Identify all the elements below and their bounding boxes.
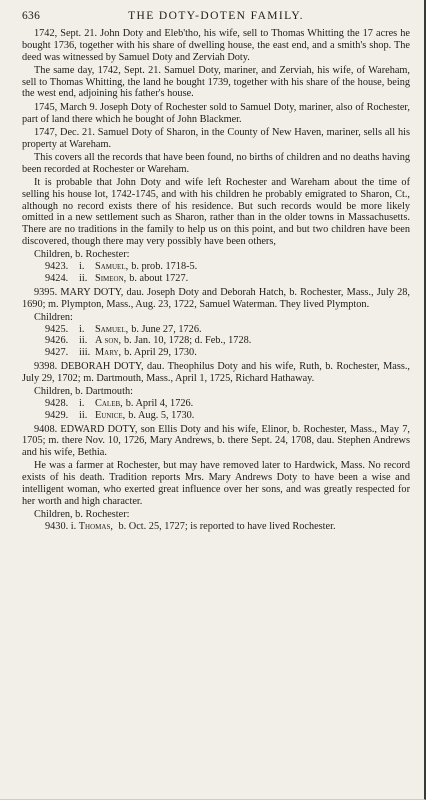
child-number: 9430.	[45, 520, 69, 532]
child-name: A son,	[95, 335, 122, 347]
children-label: Children, b. Rochester:	[34, 249, 130, 261]
child-detail: b. about 1727.	[129, 272, 189, 284]
child-number: 9425.	[45, 323, 69, 335]
page-header	[22, 10, 410, 26]
paragraph: 1742, Sept. 21. John Doty and Eleb'tho, his wife, sell to Thomas Whitting the 17 acres he bought 1736, together with his share of dwelling house, the east end, and a smith's shop. The deed was witnessed by Samuel Doty and Zerviah Doty.	[22, 28, 410, 63]
child-ordinal: ii.	[79, 335, 88, 347]
child-detail: b. June 27, 1726.	[131, 323, 202, 335]
child-detail: b. prob. 1718-5.	[131, 261, 198, 273]
children-list	[22, 249, 410, 284]
child-row	[22, 273, 410, 285]
child-ordinal: iii.	[79, 347, 91, 359]
child-name: Samuel,	[95, 323, 129, 335]
paragraph: This covers all the records that have been found, no births of children and no deaths having been recorded at Rochester or Wareham.	[22, 151, 411, 175]
children-label: Children:	[34, 311, 73, 323]
child-detail: b. Oct. 25, 1727; is reported to have lived Rochester.	[118, 520, 336, 532]
page-number: 636	[22, 10, 41, 22]
child-number: 9428.	[45, 397, 69, 409]
child-name: Thomas,	[78, 520, 113, 532]
child-name: Eunice,	[95, 409, 126, 421]
child-name: Caleb,	[95, 397, 123, 409]
child-name: Simeon,	[95, 272, 127, 284]
child-number: 9424.	[45, 272, 69, 284]
child-detail: b. April 4, 1726.	[125, 397, 194, 409]
child-number: 9423.	[45, 261, 69, 273]
genealogy-entry	[22, 424, 410, 533]
child-name: Samuel,	[95, 261, 129, 273]
child-ordinal: ii.	[79, 272, 88, 284]
paragraph: It is probable that John Doty and wife left Rochester and Wareham about the time of selling his house lot, 1742-1745, and with his children he probably emigrated to Sharon, Ct., although no record exists there of his residence. But such records would be more likely omitted in a new settlement such as Sharon, rather than in the older towns in Massachusetts. There are no traditions in the family to help us on this point, and but two children have been discovered, though there may very possibly have been others,	[22, 177, 410, 248]
child-name: Mary,	[95, 347, 122, 359]
child-row	[22, 398, 410, 410]
entry-text: 9408. EDWARD DOTY, son Ellis Doty and his wife, Elinor, b. Rochester, Mass., May 7, 1705; m. there Nov. 10, 1726, Mary Andrews, b. there Sept. 24, 1708, dau. Stephen Andrews and his wife, Bethia.	[22, 423, 410, 459]
paragraph: 1745, March 9. Joseph Doty of Rochester sold to Samuel Doty, mariner, also of Rochester, part of land there which he bought of John Blackmer.	[22, 101, 410, 125]
child-row	[22, 347, 410, 359]
running-head: THE DOTY-DOTEN FAMILY.	[128, 10, 304, 22]
children-label: Children, b. Dartmouth:	[34, 386, 133, 398]
child-row	[22, 521, 410, 533]
genealogy-entry	[22, 361, 410, 421]
paragraph: 1747, Dec. 21. Samuel Doty of Sharon, in the County of New Haven, mariner, sells all his property at Wareham.	[22, 126, 410, 150]
child-ordinal: i.	[79, 323, 85, 335]
child-row	[22, 335, 410, 347]
entry-text: 9395. MARY DOTY, dau. Joseph Doty and Deborah Hatch, b. Rochester, Mass., July 28, 1690; m. Plympton, Mass., Aug. 23, 1722, Samuel Waterman. They lived Plympton.	[22, 286, 410, 310]
child-row	[22, 324, 410, 336]
child-detail: b. Jan. 10, 1728; d. Feb., 1728.	[124, 335, 252, 347]
child-number: 9427.	[45, 347, 69, 359]
child-ordinal: ii.	[79, 409, 88, 421]
children-label: Children, b. Rochester:	[34, 509, 130, 521]
paragraph: The same day, 1742, Sept. 21. Samuel Doty, mariner, and Zerviah, his wife, of Wareham, sell to Thomas Whitting, the land he bought 1739, together with his share of the house, being the west end, adjoining his father's house.	[22, 64, 410, 100]
child-row	[22, 410, 410, 422]
genealogy-entry	[22, 287, 410, 359]
child-ordinal: i.	[79, 261, 85, 273]
child-detail: b. April 29, 1730.	[124, 347, 197, 359]
page-body	[22, 28, 410, 534]
child-number: 9426.	[45, 335, 69, 347]
child-ordinal: i.	[79, 397, 85, 409]
entry-note: He was a farmer at Rochester, but may have removed later to Hardwick, Mass. No record exists of his death. Tradition reports Mrs. Mary Andrews Doty to have been a wise and intelligent woman, who exerted great influence over her sons, and was greatly respected for her worth and high character.	[22, 460, 410, 507]
child-row	[22, 261, 410, 273]
child-detail: b. Aug. 5, 1730.	[128, 409, 195, 421]
child-ordinal: i.	[70, 520, 77, 532]
entry-text: 9398. DEBORAH DOTY, dau. Theophilus Doty and his wife, Ruth, b. Rochester, Mass., July 29, 1702; m. Dartmouth, Mass., April 1, 1725, Richard Hathaway.	[22, 361, 410, 384]
child-number: 9429.	[45, 409, 69, 421]
